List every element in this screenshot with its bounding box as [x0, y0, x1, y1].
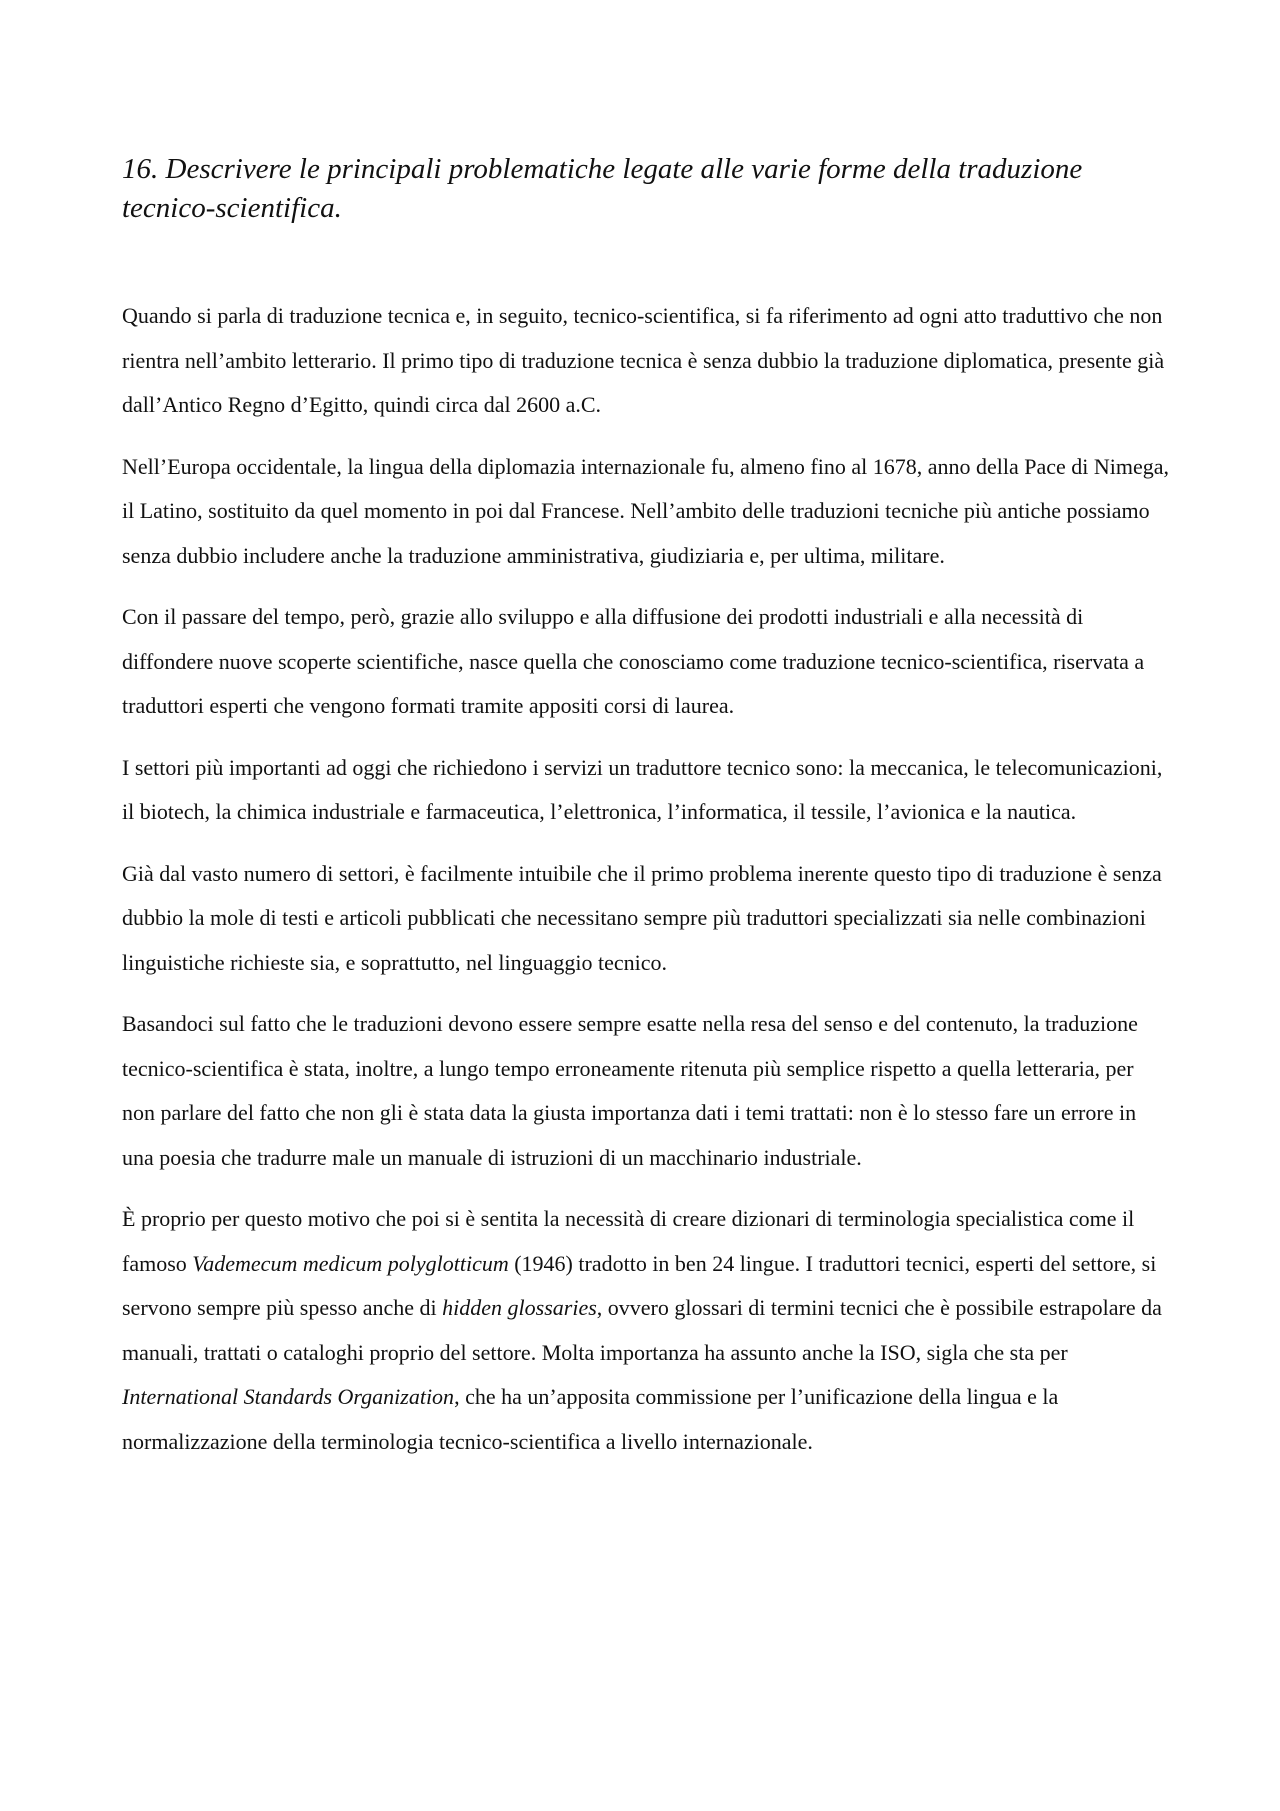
paragraph-1: Quando si parla di traduzione tecnica e, in seguito, tecnico-scientifica, si fa riferimento ad ogni atto traduttivo che non rientra nell’ambito letterario. Il primo tipo di traduzione tecnica è senza dubbio la traduzione diplomatica, presente già dall’Antico Regno d’Egitto, quindi circa dal 2600 a.C.: [122, 303, 1165, 417]
paragraph-4: I settori più importanti ad oggi che richiedono i servizi un traduttore tecnico sono: la meccanica, le telecomunicazioni, il biotech, la chimica industriale e farmaceutica, l’elettronica, l’informatica, il tessile, l’avionica e la nautica.: [122, 754, 1163, 824]
document-page: [122, 150, 1172, 1481]
paragraph-7: [122, 1197, 1172, 1464]
paragraph-7-text-1: È proprio per questo motivo che poi si è sentita la necessità di creare dizionari di terminologia specialistica come il famoso: [122, 1206, 1135, 1276]
italic-term-hidden-glossaries: hidden glossaries: [442, 1295, 597, 1320]
italic-term-vademecum: Vademecum medicum polyglotticum: [192, 1250, 509, 1276]
paragraph-3: Con il passare del tempo, però, grazie allo sviluppo e alla diffusione dei prodotti industriali e alla necessità di diffondere nuove scoperte scientifiche, nasce quella che conosciamo come traduzione tecnico-scientifica, riservata a traduttori esperti che vengono formati tramite appositi corsi di laurea.: [122, 604, 1145, 718]
paragraph-7-text-4: , che ha un’apposita commissione per l’unificazione della lingua e la normalizzazione della terminologia tecnico-scientifica a livello internazionale.: [122, 1384, 1059, 1454]
document-title: 16. Descrivere le principali problematiche legate alle varie forme della traduzione tecnico-scientifica.: [122, 153, 1083, 224]
paragraph-5: Già dal vasto numero di settori, è facilmente intuibile che il primo problema inerente questo tipo di traduzione è senza dubbio la mole di testi e articoli pubblicati che necessitano sempre più traduttori specializzati sia nelle combinazioni linguistiche richieste sia, e soprattutto, nel linguaggio tecnico.: [122, 860, 1162, 975]
paragraph-2: Nell’Europa occidentale, la lingua della diplomazia internazionale fu, almeno fino al 1678, anno della Pace di Nimega, il Latino, sostituito da quel momento in poi dal Francese. Nell’ambito delle traduzioni tecniche più antiche possiamo senza dubbio includere anche la traduzione amministrativa, giudiziaria e, per ultima, militare.: [122, 453, 1170, 568]
paragraph-7-text-2: (1946) tradotto in ben 24 lingue. I traduttori tecnici, esperti del settore, si servono sempre più spesso anche di: [122, 1250, 1157, 1320]
paragraph-7-text-3: , ovvero glossari di termini tecnici che è possibile estrapolare da manuali, trattati o cataloghi proprio del settore. Molta importanza ha assunto anche la ISO, sigla che sta per: [122, 1295, 1162, 1365]
italic-term-iso: International Standards Organization: [122, 1384, 455, 1409]
paragraph-6: Basandoci sul fatto che le traduzioni devono essere sempre esatte nella resa del senso e del contenuto, la traduzione tecnico-scientifica è stata, inoltre, a lungo tempo erroneamente ritenuta più semplice rispetto a quella letteraria, per non parlare del fatto che non gli è stata data la giusta importanza dati i temi trattati: non è lo stesso fare un errore in una poesia che tradurre male un manuale di istruzioni di un macchinario industriale.: [122, 1011, 1138, 1170]
